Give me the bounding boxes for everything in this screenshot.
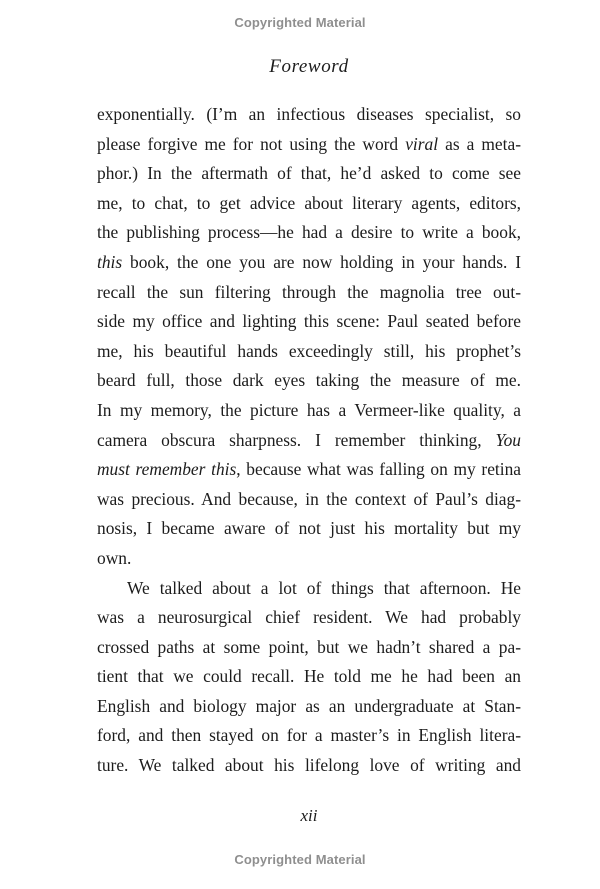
italic-text: You <box>495 429 521 450</box>
body-text-segment: was precious. And because, in the context of Paul’s diag- <box>97 488 521 509</box>
body-line <box>97 337 521 367</box>
body-text-segment: ture. We talked about his lifelong love of writing and <box>97 755 521 776</box>
body-line <box>97 278 521 308</box>
body-line <box>97 751 521 781</box>
body-line <box>97 189 521 219</box>
copyright-banner-bottom: Copyrighted Material <box>234 852 366 867</box>
body-text-segment: side my office and lighting this scene: Paul seated before <box>97 311 521 332</box>
body-text-segment: me, his beautiful hands exceedingly still, his prophet’s <box>97 340 521 361</box>
body-line <box>97 248 521 278</box>
body-text-segment: me, to chat, to get advice about literary agents, editors, <box>97 192 521 213</box>
body-text-segment: recall the sun filtering through the magnolia tree out- <box>97 281 521 302</box>
body-line <box>97 544 521 574</box>
body-line <box>97 307 521 337</box>
body-text-segment: please forgive me for not using the word <box>97 133 406 154</box>
body-text-segment: the publishing process—he had a desire to write a book, <box>97 222 521 243</box>
body-text-segment: own. <box>97 547 132 568</box>
body-text-segment: In my memory, the picture has a Vermeer-like quality, a <box>97 399 521 420</box>
body-text-segment: crossed paths at some point, but we hadn’t shared a pa- <box>97 636 521 657</box>
chapter-heading: Foreword <box>269 56 349 77</box>
body-line <box>97 721 521 751</box>
body-text-segment: as a meta- <box>438 133 521 154</box>
body-line <box>97 574 521 604</box>
body-text-segment: , because what was falling on my retina <box>236 459 521 480</box>
body-line <box>97 514 521 544</box>
body-text-segment: exponentially. (I’m an infectious diseases specialist, so <box>97 104 521 124</box>
copyright-banner-top: Copyrighted Material <box>234 15 366 30</box>
body-line <box>97 159 521 189</box>
body-text-segment: We talked about a lot of things that afternoon. He <box>127 577 521 598</box>
body-line <box>97 692 521 722</box>
body-line <box>97 396 521 426</box>
body-text-segment: ford, and then stayed on for a master’s in English litera- <box>97 725 521 746</box>
body-text-segment: beard full, those dark eyes taking the measure of me. <box>97 370 521 391</box>
body-text-segment: tient that we could recall. He told me he had been an <box>97 666 521 687</box>
italic-text: must remember this <box>97 459 237 480</box>
body-line <box>97 485 521 515</box>
body-line <box>97 662 521 692</box>
body-line <box>97 603 521 633</box>
body-text-segment: book, the one you are now holding in your hands. I <box>122 251 521 272</box>
page-number: xii <box>300 806 318 825</box>
body-line <box>97 130 521 160</box>
body-text-segment: phor.) In the aftermath of that, he’d asked to come see <box>97 163 521 184</box>
body-line <box>97 426 521 456</box>
body-text-segment: was a neurosurgical chief resident. We had probably <box>97 607 521 628</box>
body-text-segment: English and biology major as an undergraduate at Stan- <box>97 695 521 716</box>
body-text-segment: nosis, I became aware of not just his mortality but my <box>97 518 521 539</box>
body-line <box>97 100 521 130</box>
body-line <box>97 633 521 663</box>
body-text-segment: camera obscura sharpness. I remember thinking, <box>97 429 496 450</box>
text-column <box>97 0 521 889</box>
body-line <box>97 218 521 248</box>
italic-text: viral <box>405 133 439 154</box>
body-text <box>97 100 521 781</box>
italic-text: this <box>97 251 123 272</box>
body-line <box>97 455 521 485</box>
body-line <box>97 366 521 396</box>
